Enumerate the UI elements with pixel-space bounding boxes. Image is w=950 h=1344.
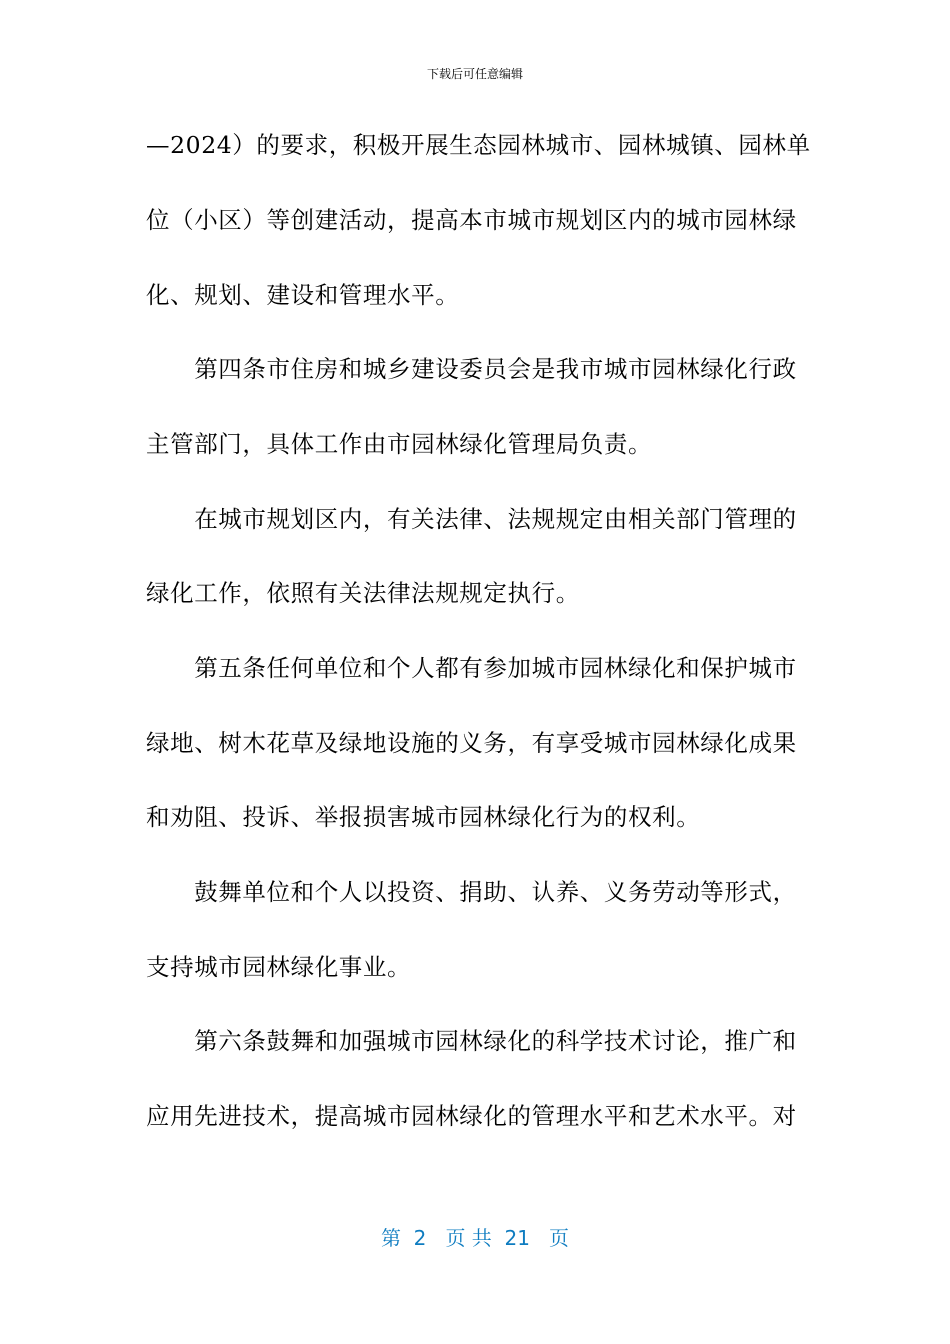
body-line-14: 应用先进技术，提高城市园林绿化的管理水平和艺术水平。对 <box>146 1102 797 1130</box>
body-line-13: 第六条鼓舞和加强城市园林绿化的科学技术讨论，推广和 <box>146 1027 797 1055</box>
body-line-1: —2024）的要求，积极开展生态园林城市、园林城镇、园林单 <box>146 131 811 159</box>
body-line-4: 第四条市住房和城乡建设委员会是我市城市园林绿化行政 <box>146 355 797 383</box>
body-line-7: 绿化工作，依照有关法律法规规定执行。 <box>146 579 580 607</box>
body-line-2: 位（小区）等创建活动，提高本市城市规划区内的城市园林绿 <box>146 206 797 234</box>
body-line-5: 主管部门，具体工作由市园林绿化管理局负责。 <box>146 430 653 458</box>
body-line-6: 在城市规划区内，有关法律、法规规定由相关部门管理的 <box>146 505 797 533</box>
body-line-8: 第五条任何单位和个人都有参加城市园林绿化和保护城市 <box>146 654 797 682</box>
body-line-3: 化、规划、建设和管理水平。 <box>146 281 460 309</box>
page-footer <box>0 1225 950 1251</box>
header-note: 下载后可任意编辑 <box>426 67 523 81</box>
body-line-11: 鼓舞单位和个人以投资、捐助、认养、义务劳动等形式， <box>146 878 797 906</box>
body-line-10: 和劝阻、投诉、举报损害城市园林绿化行为的权利。 <box>146 803 701 831</box>
body-line-12: 支持城市园林绿化事业。 <box>146 953 412 981</box>
body-line-9: 绿地、树木花草及绿地设施的义务，有享受城市园林绿化成果 <box>146 729 797 757</box>
page-number-label: 第 2 页 共 21 页 <box>380 1226 570 1250</box>
